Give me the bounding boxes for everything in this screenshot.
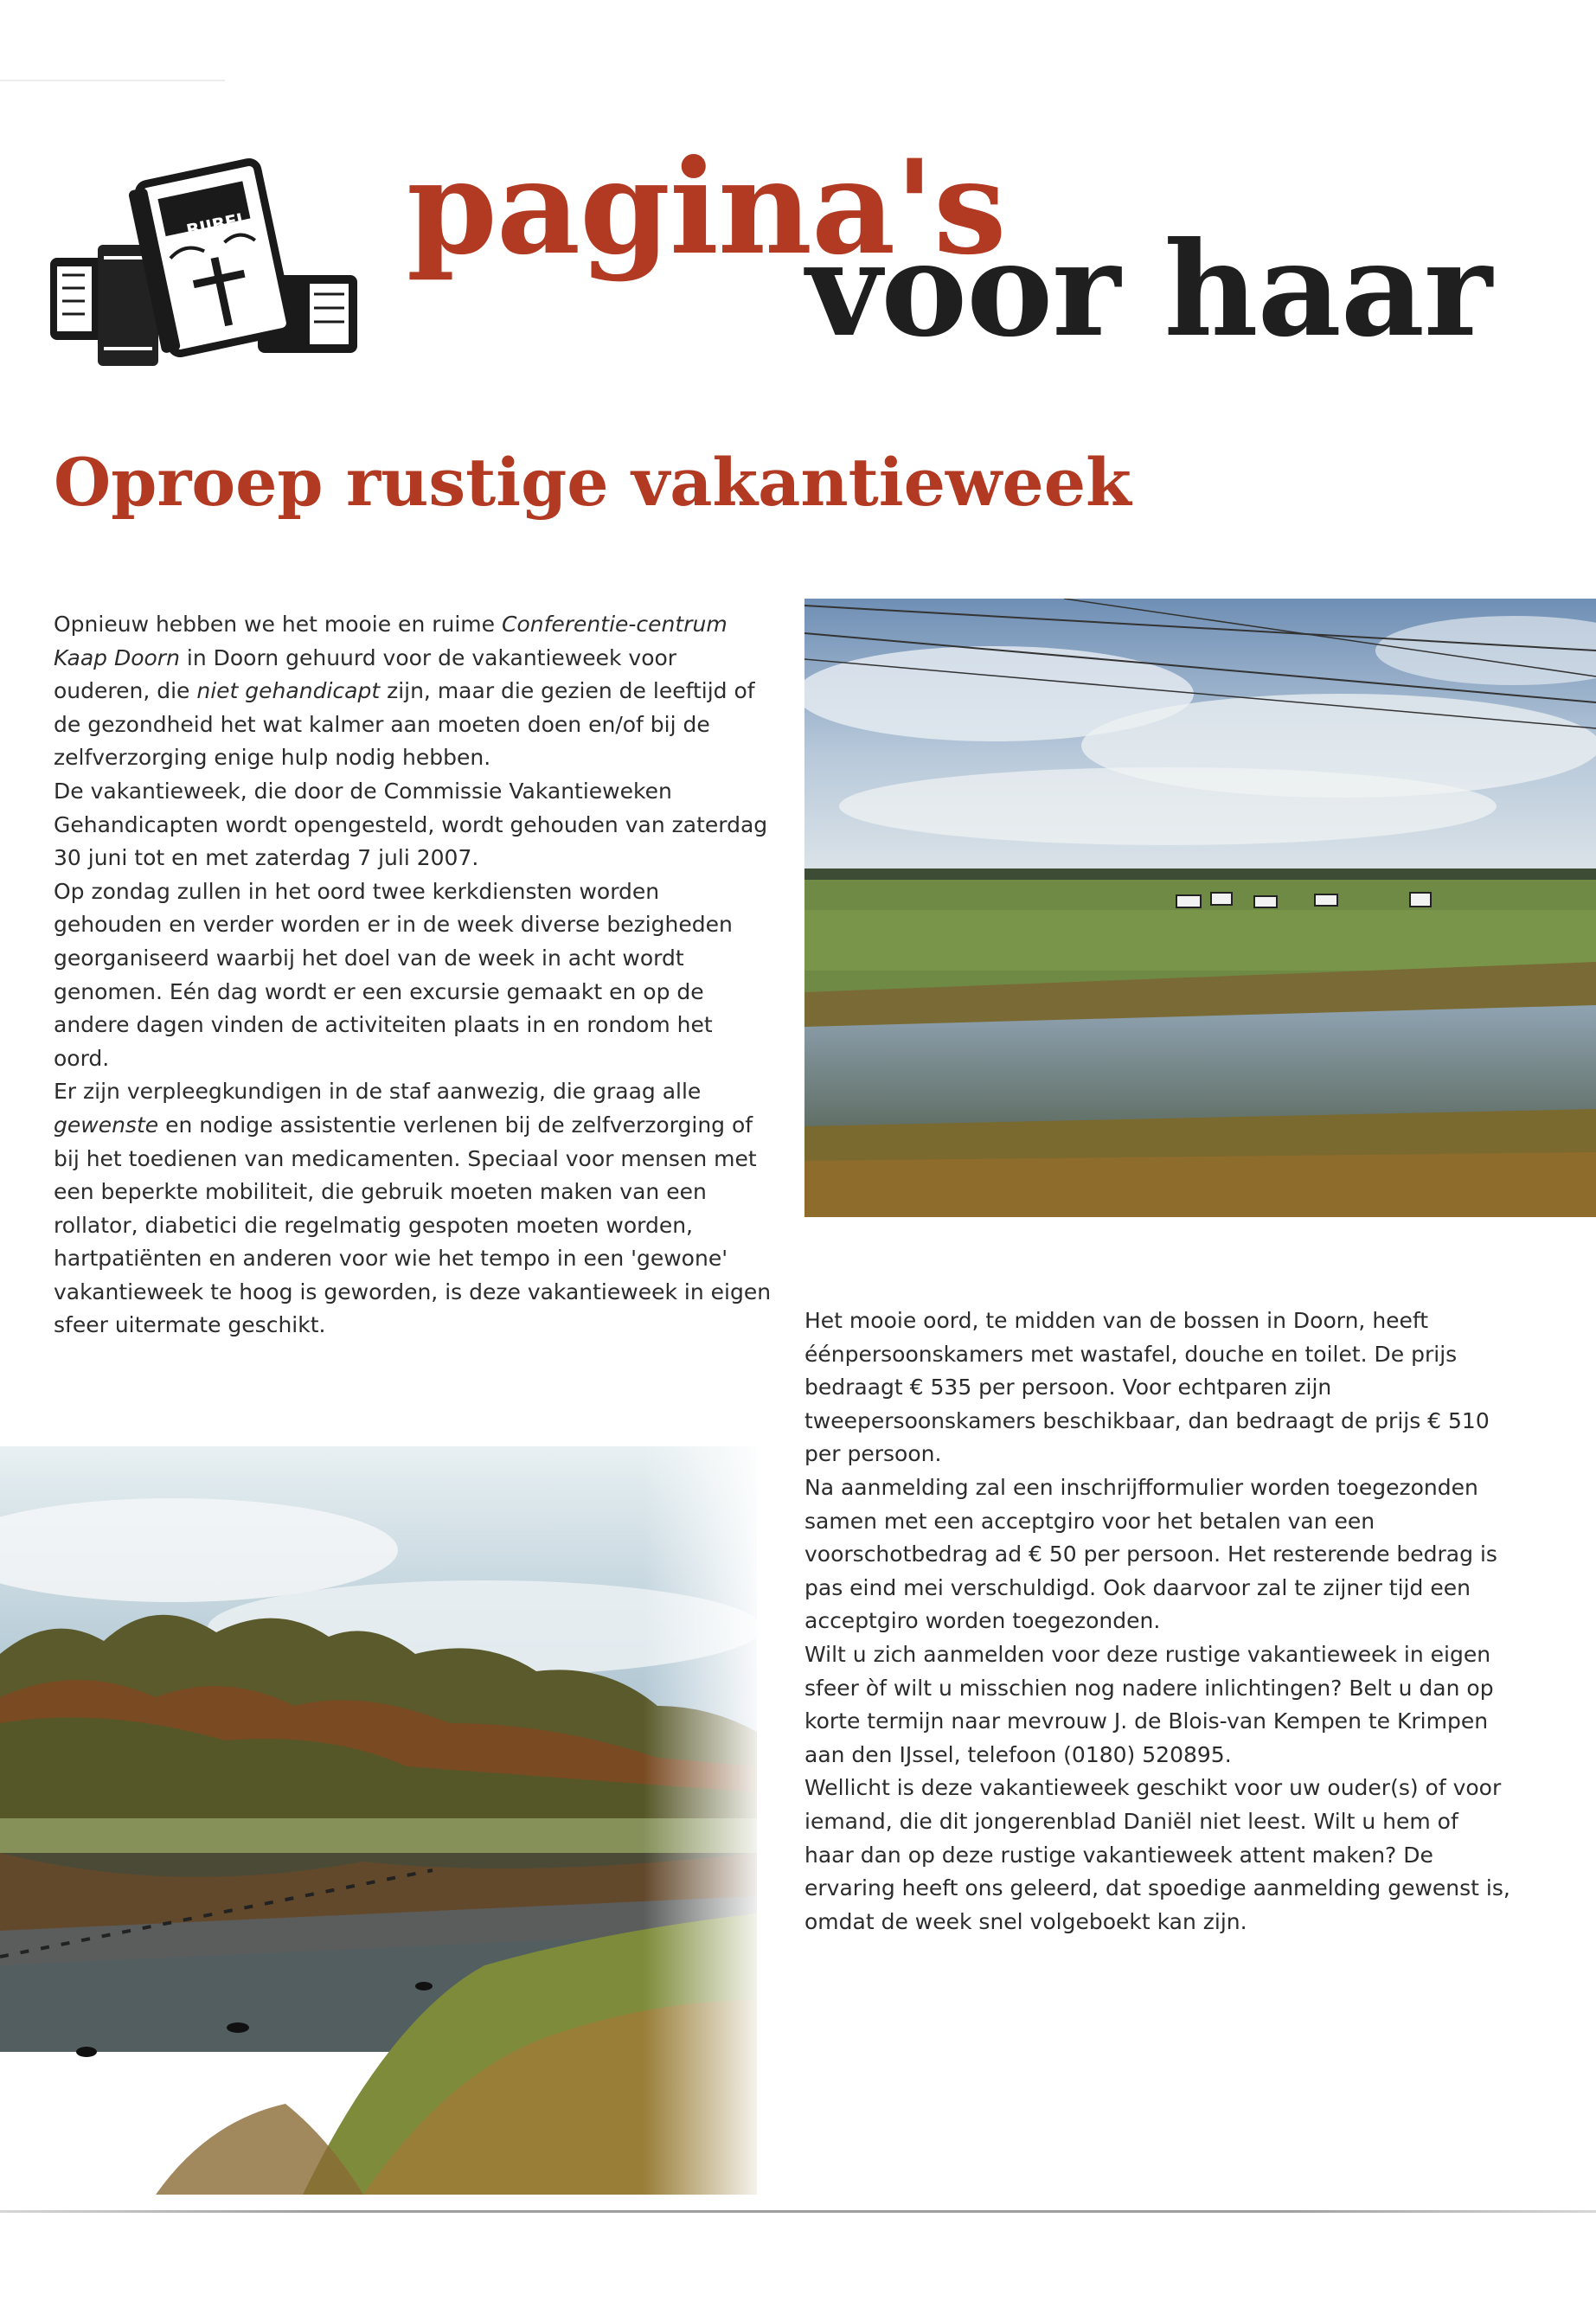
- text-run: in Doorn gehuurd voor de vakantieweek voor ouderen, die: [54, 644, 677, 704]
- header-title-line-1: pagina's: [407, 131, 1006, 284]
- top-edge-line: [0, 80, 225, 81]
- paragraph-program: Op zondag zullen in het oord twee kerkdiensten worden gehouden en verder worden er in de week diverse bezigheden georganiseerd waarbij het doel van de week in acht wordt genomen. Eén dag wordt er een excursie gemaakt en op de andere dagen vinden de activiteiten plaats in en rondom het oord.: [54, 878, 733, 1071]
- paragraph-referral: Wellicht is deze vakantieweek geschikt voor uw ouder(s) of voor iemand, die dit jongerenblad Daniël niet leest. Wilt u hem of haar dan op deze rustige vakantieweek attent maken? De ervaring heeft ons geleerd, dat spoedige aanmelding gewenst is, omdat de week snel volgeboekt kan zijn.: [804, 1775, 1510, 1934]
- emphasis-text: niet gehandicapt: [196, 678, 381, 704]
- header-title-line-2: voor haar: [806, 214, 1491, 366]
- page-divider: [0, 2210, 1596, 2213]
- lake-photo: [0, 1446, 757, 2195]
- paragraph-contact: Wilt u zich aanmelden voor deze rustige vakantieweek in eigen sfeer òf wilt u misschien nog nadere inlichtingen? Belt u dan op korte termijn naar mevrouw J. de Blois-van Kempen te Krimpen aan den IJssel, telefoon (0180) 520895.: [804, 1641, 1494, 1767]
- paragraph-registration: Na aanmelding zal een inschrijfformulier worden toegezonden samen met een acceptgiro voor het betalen van een voorschotbedrag ad € 50 per persoon. Het resterende bedrag is pas eind mei verschuldigd. Ook daarvoor zal te zijner tijd een acceptgiro worden toegezonden.: [804, 1474, 1497, 1634]
- text-run: zijn, maar die gezien de leeftijd of de gezondheid het wat kalmer aan moeten doen en/of bij de zelfverzorging enige hulp nodig hebben.: [54, 678, 755, 771]
- paragraph-care: [54, 1075, 772, 1343]
- venue-name: Conferentie-centrum Kaap Doorn: [54, 612, 727, 670]
- text-run: en nodige assistentie verlenen bij de zelfverzorging of bij het toedienen van medicamenten. Speciaal voor mensen met een beperkte mobiliteit, die gebruik moeten maken van een rollator, diabetici die regelmatig gespoten moeten worden, hartpatiënten en anderen voor wie het tempo in een 'gewone' vakantieweek te hoog is geworden, is deze vakantieweek in eigen sfeer uitermate geschikt.: [54, 1112, 772, 1338]
- text-run: Er zijn verpleegkundigen in de staf aanwezig, die graag alle: [54, 1079, 702, 1105]
- right-text-column: [804, 1304, 1514, 1939]
- paragraph-intro: [54, 608, 772, 775]
- article-title: Oproep rustige vakantieweek: [54, 444, 1131, 521]
- meadow-photo: [804, 599, 1596, 1217]
- left-text-column: [54, 608, 772, 1343]
- text-run: Opnieuw hebben we het mooie en ruime: [54, 612, 502, 637]
- paragraph-dates: De vakantieweek, die door de Commissie Vakantieweken Gehandicapten wordt opengesteld, wordt gehouden van zaterdag 30 juni tot en met zaterdag 7 juli 2007.: [54, 778, 768, 871]
- bible-label: BIJBEL: [184, 208, 250, 241]
- bible-books-icon: [50, 154, 362, 370]
- emphasis-text: gewenste: [54, 1112, 159, 1138]
- paragraph-rooms-prices: Het mooie oord, te midden van de bossen in Doorn, heeft éénpersoonskamers met wastafel, douche en toilet. De prijs bedraagt € 535 per persoon. Voor echtparen zijn tweepersoonskamers beschikbaar, dan bedraagt de prijs € 510 per persoon.: [804, 1308, 1490, 1467]
